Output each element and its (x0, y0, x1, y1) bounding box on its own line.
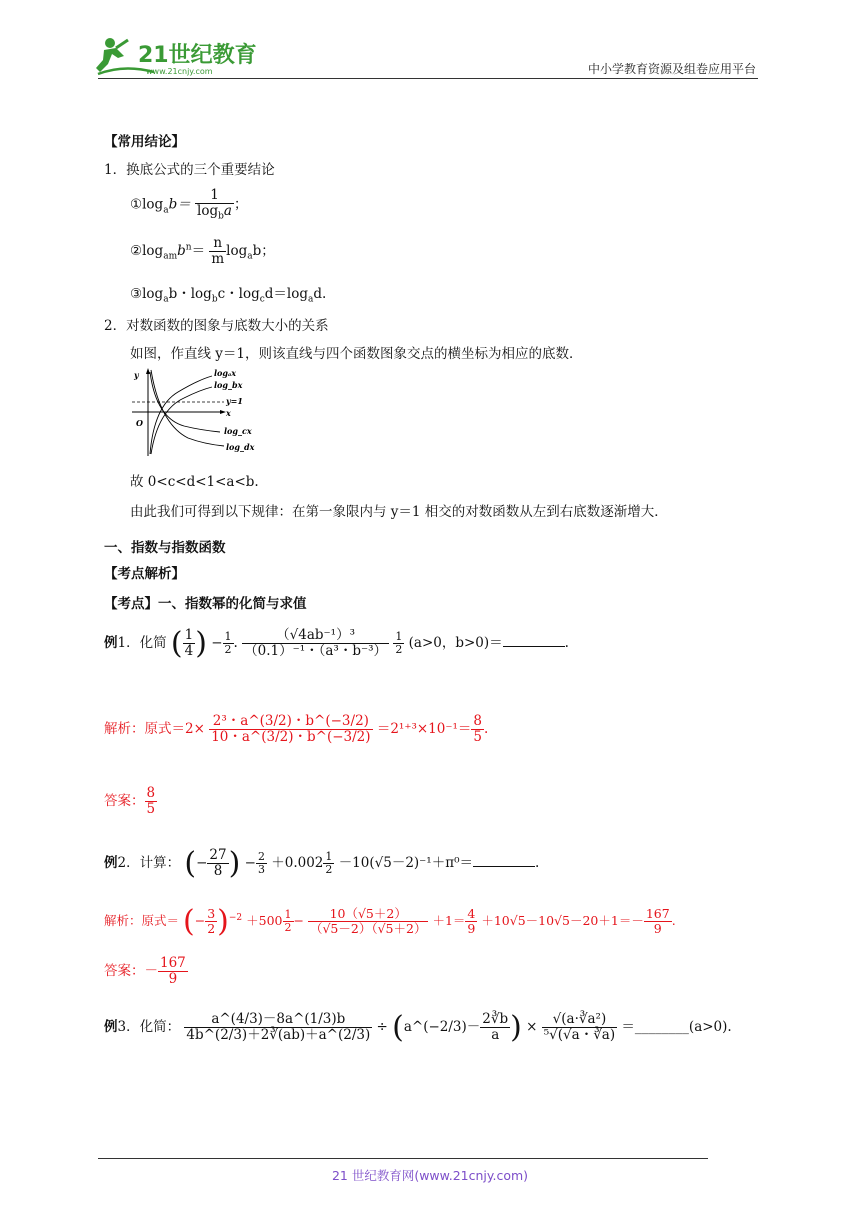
example-1: 例1．化简 ( $\frac{1}{4}$ ) − $\frac{1}{2}$ . $\frac{\text{（√4ab⁻¹）³}}{\text{（0.1）⁻¹・（a³・b⁻³）}}$ $\frac{1}{2}$ (a>0，b>0)＝ . (104, 626, 569, 661)
conclusions-title: 【常用结论】 (104, 134, 185, 150)
y-axis-label: y (134, 370, 139, 380)
curve-label-c: log_cx (224, 426, 252, 436)
example-2-answer: 答案：－ $\frac{167}{9}$ (104, 955, 186, 987)
header-divider (98, 78, 758, 79)
footer-link[interactable]: 21 世纪教育网(www.21cnjy.com) (331, 1168, 529, 1183)
curve-label-d: log_dx (226, 442, 255, 452)
log-graph (128, 366, 278, 466)
y1-label: y=1 (226, 396, 243, 406)
section-title: 一、指数与指数函数 (104, 540, 226, 556)
example-3: 例3．化简： $\frac{a\^{}(4/3)-8a\^{}(1/3)b}{4b\^{}(2/3)+2∛(ab)+a\^{}(2/3)}$ ÷ (a^(−2/3)－ $\frac{2∛b}{a}$ ) × $\frac{\text{√(a·∛a²)}}{\text{⁵√(√a・∛a)}}$ ＝________(a>0). (104, 1010, 732, 1045)
conclusion-item-1: 1．换底公式的三个重要结论 (104, 162, 275, 178)
footer-divider (98, 1158, 708, 1159)
topic-title: 【考点】一、指数幂的化简与求值 (104, 596, 307, 612)
example-1-answer: 答案： $\frac{8}{5}$ (104, 785, 156, 817)
example-2: 例2．计算： (− $\frac{27}{8}$ ) − $\frac{2}{3}$ ＋0.002 $\frac{1}{2}$ －10(√5－2)⁻¹＋π⁰＝ . (104, 846, 540, 881)
x-axis-label: x (226, 408, 231, 418)
formula-2: $②\log_{am}b^n=$ $\frac{n}{m}$ $\log_ab$； (130, 235, 275, 267)
conclusion-item-2: 2．对数函数的图象与底数大小的关系 (104, 318, 329, 334)
curve-label-b: log_bx (214, 380, 243, 390)
example-2-solution: 解析：原式＝ (− $\frac{3}{2}$ )$^{-2}$ ＋500 $\frac{1}{2}$ − $\frac{10(√5+2)}{(√5-2)(√5+2)}$ ＋1＝ $\frac{4}{9}$ ＋10√5－10√5－20＋1＝－ $\frac{167}{9}$ . (104, 904, 676, 939)
base-order: 故 0<c<d<1<a<b. (130, 474, 259, 490)
logo-text: 21世纪教育 (138, 43, 257, 68)
formula-1: $①\log_ab=$ $\frac{1}{\log_ba}$ ； (130, 187, 248, 222)
example-1-solution: 解析：原式＝2× $\frac{\text{2³・a\textasciicircum{}(3/2)・b\textasciicircum{}(−3/2)}}{10・a\^{}(3/2)・b\^{}(-3/2)}$ ＝2¹⁺³×10⁻¹＝ $\frac{8}{5}$ . (104, 713, 489, 745)
analysis-title: 【考点解析】 (104, 566, 185, 582)
origin-label: O (136, 418, 143, 428)
formula-3: $③\log_ab$・$\log_bc$・$\log_cd=\log_ad$. (130, 286, 327, 305)
rule-text: 由此我们可得到以下规律：在第一象限内与 y＝1 相交的对数函数从左到右底数逐渐增大． (130, 504, 668, 520)
platform-name: 中小学教育资源及组卷应用平台 (587, 62, 756, 76)
curve-label-a: logₐx (214, 368, 237, 378)
logo-url: www.21cnjy.com (146, 67, 213, 76)
graph-description: 如图，作直线 y＝1，则该直线与四个函数图象交点的横坐标为相应的底数． (130, 346, 583, 362)
site-logo (94, 34, 264, 82)
